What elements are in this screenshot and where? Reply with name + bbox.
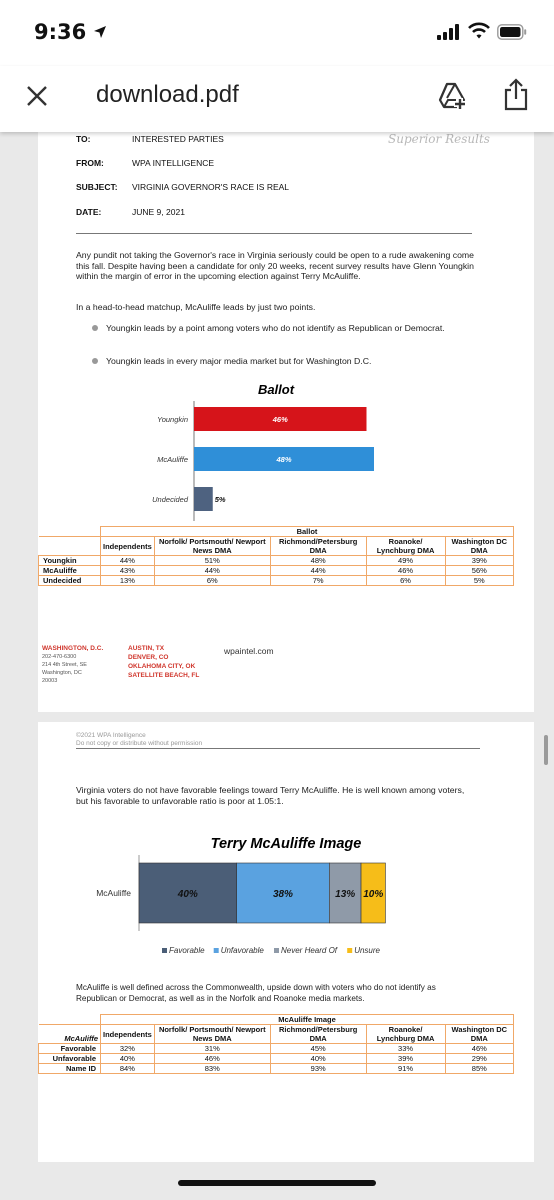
table-cell: 44%: [101, 556, 155, 566]
footer-dc-town: Washington, DC: [42, 670, 82, 676]
bullet-item: [92, 323, 462, 334]
table-row: [39, 1064, 514, 1074]
table-cell: 39%: [445, 556, 513, 566]
data-label: 13%: [335, 889, 356, 900]
ballot-table: [38, 526, 514, 586]
footer-dc-phone: 202-470-6300: [42, 654, 77, 660]
memo-to-value: INTERESTED PARTIES: [132, 134, 224, 144]
column-header: Washington DC DMA: [445, 537, 513, 556]
memo-date-value: JUNE 9, 2021: [132, 207, 185, 217]
table-row: [39, 576, 514, 586]
table-cell: 51%: [154, 556, 270, 566]
wifi-icon: [468, 22, 490, 40]
data-label: 38%: [272, 889, 293, 900]
table-title: Ballot: [101, 527, 514, 537]
column-header: Roanoke/ Lynchburg DMA: [366, 1025, 445, 1044]
data-label: 40%: [177, 889, 198, 900]
add-to-drive-icon[interactable]: [436, 80, 468, 112]
memo-from-label: FROM:: [76, 158, 104, 168]
table-cell: 46%: [366, 566, 445, 576]
table-title: McAuliffe Image: [101, 1015, 514, 1025]
footer-office-city: OKLAHOMA CITY, OK: [128, 663, 196, 670]
table-cell: 56%: [445, 566, 513, 576]
row-label: Youngkin: [39, 556, 101, 566]
category-label: McAuliffe: [96, 888, 131, 898]
row-label: Undecided: [39, 576, 101, 586]
memo-date-label: DATE:: [76, 207, 102, 217]
table-cell: 6%: [154, 576, 270, 586]
table-cell: 45%: [270, 1044, 366, 1054]
table-row: [39, 556, 514, 566]
legend-swatch: [162, 948, 167, 953]
memo-subject-label: SUBJECT:: [76, 182, 118, 192]
table-cell: 40%: [270, 1054, 366, 1064]
bullet-dot-icon: [92, 325, 98, 331]
memo-divider: [76, 233, 472, 234]
table-cell: 84%: [101, 1064, 155, 1074]
column-header: Independents: [101, 1025, 155, 1044]
footer-dc-zip: 20003: [42, 678, 58, 684]
table-cell: 46%: [154, 1054, 270, 1064]
column-header: Norfolk/ Portsmouth/ Newport News DMA: [154, 537, 270, 556]
row-label: Unfavorable: [39, 1054, 101, 1064]
table-cell: 44%: [270, 566, 366, 576]
scrollbar-thumb[interactable]: [544, 735, 548, 765]
company-logo: Superior Results: [388, 132, 490, 146]
document-title: download.pdf: [96, 81, 239, 108]
footer-dc-street: 214 4th Street, SE: [42, 662, 87, 668]
table-row: [39, 1044, 514, 1054]
memo-subject-value: VIRGINIA GOVERNOR'S RACE IS REAL: [132, 182, 290, 192]
intro-paragraph: Any pundit not taking the Governor's race in Virginia seriously could be open to a rude awakening come this fall. Despite having been a candidate for only 20 weeks, recent survey results have Glenn Youngkin within the margin of error in the upcoming election against Terry McAuliffe.: [76, 250, 474, 281]
legend-label: Never Heard Of: [281, 946, 338, 955]
share-icon[interactable]: [502, 78, 530, 112]
footer-website-link[interactable]: wpaintel.com: [224, 646, 274, 656]
page-divider: [76, 748, 480, 749]
table-corner-label: McAuliffe: [39, 1025, 101, 1044]
close-icon[interactable]: [24, 83, 50, 109]
copyright-text: ©2021 WPA Intelligence: [76, 732, 146, 739]
footer-office-city: SATELLITE BEACH, FL: [128, 672, 200, 679]
table-cell: 39%: [366, 1054, 445, 1064]
table-row: [39, 566, 514, 576]
table-cell: 43%: [101, 566, 155, 576]
row-label: Favorable: [39, 1044, 101, 1054]
table-cell: 33%: [366, 1044, 445, 1054]
table-cell: 13%: [101, 576, 155, 586]
table-cell: 44%: [154, 566, 270, 576]
row-label: Name ID: [39, 1064, 101, 1074]
table-cell: 93%: [270, 1064, 366, 1074]
table-cell: 48%: [270, 556, 366, 566]
column-header: Richmond/Petersburg DMA: [270, 537, 366, 556]
bullet-dot-icon: [92, 358, 98, 364]
table-cell: 29%: [445, 1054, 513, 1064]
table-cell: 6%: [366, 576, 445, 586]
chart-title: Terry McAuliffe Image: [210, 836, 362, 852]
image-table: [38, 1014, 514, 1074]
row-label: McAuliffe: [39, 566, 101, 576]
status-time: 9:36: [34, 20, 87, 44]
footer-dc-city: WASHINGTON, D.C.: [42, 645, 104, 652]
battery-icon: [497, 24, 527, 40]
ballot-chart: [38, 376, 534, 526]
column-header: Roanoke/ Lynchburg DMA: [366, 537, 445, 556]
table-cell: 49%: [366, 556, 445, 566]
category-label: Youngkin: [157, 415, 188, 424]
column-header: Norfolk/ Portsmouth/ Newport News DMA: [154, 1025, 270, 1044]
footer-office-city: AUSTIN, TX: [128, 645, 165, 652]
legend-label: Favorable: [169, 946, 205, 955]
image-chart: [38, 822, 534, 962]
chart-title: Ballot: [257, 382, 295, 397]
category-label: Undecided: [152, 495, 188, 504]
pdf-page-1: [38, 126, 534, 712]
home-indicator[interactable]: [178, 1180, 376, 1186]
cellular-signal-icon: [437, 24, 461, 40]
table-cell: 40%: [101, 1054, 155, 1064]
image-intro-paragraph: Virginia voters do not have favorable feelings toward Terry McAuliffe. He is well known among voters, but his favorable to unfavorable ratio is poor at 1.05:1.: [76, 785, 465, 806]
table-cell: 46%: [445, 1044, 513, 1054]
bullet-text: Youngkin leads by a point among voters who do not identify as Republican or Democrat.: [106, 323, 445, 333]
table-row: [39, 1054, 514, 1064]
legend-swatch: [347, 948, 352, 953]
pdf-viewer-toolbar: [0, 66, 554, 132]
legend-label: Unsure: [354, 946, 380, 955]
table-cell: 32%: [101, 1044, 155, 1054]
memo-from-value: WPA INTELLIGENCE: [132, 158, 215, 168]
memo-to-label: TO:: [76, 134, 91, 144]
table-cell: 31%: [154, 1044, 270, 1054]
data-label: 10%: [363, 889, 384, 900]
table-cell: 5%: [445, 576, 513, 586]
bullet-item: [92, 356, 462, 367]
bar: [194, 487, 213, 511]
table-cell: 91%: [366, 1064, 445, 1074]
copyright-note: Do not copy or distribute without permission: [76, 740, 203, 747]
column-header: Richmond/Petersburg DMA: [270, 1025, 366, 1044]
table-cell: 7%: [270, 576, 366, 586]
footer-office-city: DENVER, CO: [128, 654, 169, 661]
category-label: McAuliffe: [157, 455, 188, 464]
data-label: 46%: [272, 415, 288, 424]
pdf-page-2: [38, 722, 534, 1162]
headline-paragraph: In a head-to-head matchup, McAuliffe leads by just two points.: [76, 302, 316, 312]
table-cell: 83%: [154, 1064, 270, 1074]
defined-paragraph: McAuliffe is well defined across the Commonwealth, upside down with voters who do not identify as Republican or Democrat, as well as in the Norfolk and Roanoke media markets.: [76, 983, 436, 1003]
legend-label: Unfavorable: [220, 946, 264, 955]
status-bar: [0, 0, 554, 66]
data-label: 48%: [276, 455, 292, 464]
legend-swatch: [274, 948, 279, 953]
column-header: Independents: [101, 537, 155, 556]
data-label: 5%: [214, 495, 226, 504]
column-header: Washington DC DMA: [445, 1025, 513, 1044]
legend-swatch: [214, 948, 219, 953]
bullet-text: Youngkin leads in every major media market but for Washington D.C.: [106, 356, 372, 366]
location-arrow-icon: [93, 25, 107, 39]
table-cell: 85%: [445, 1064, 513, 1074]
